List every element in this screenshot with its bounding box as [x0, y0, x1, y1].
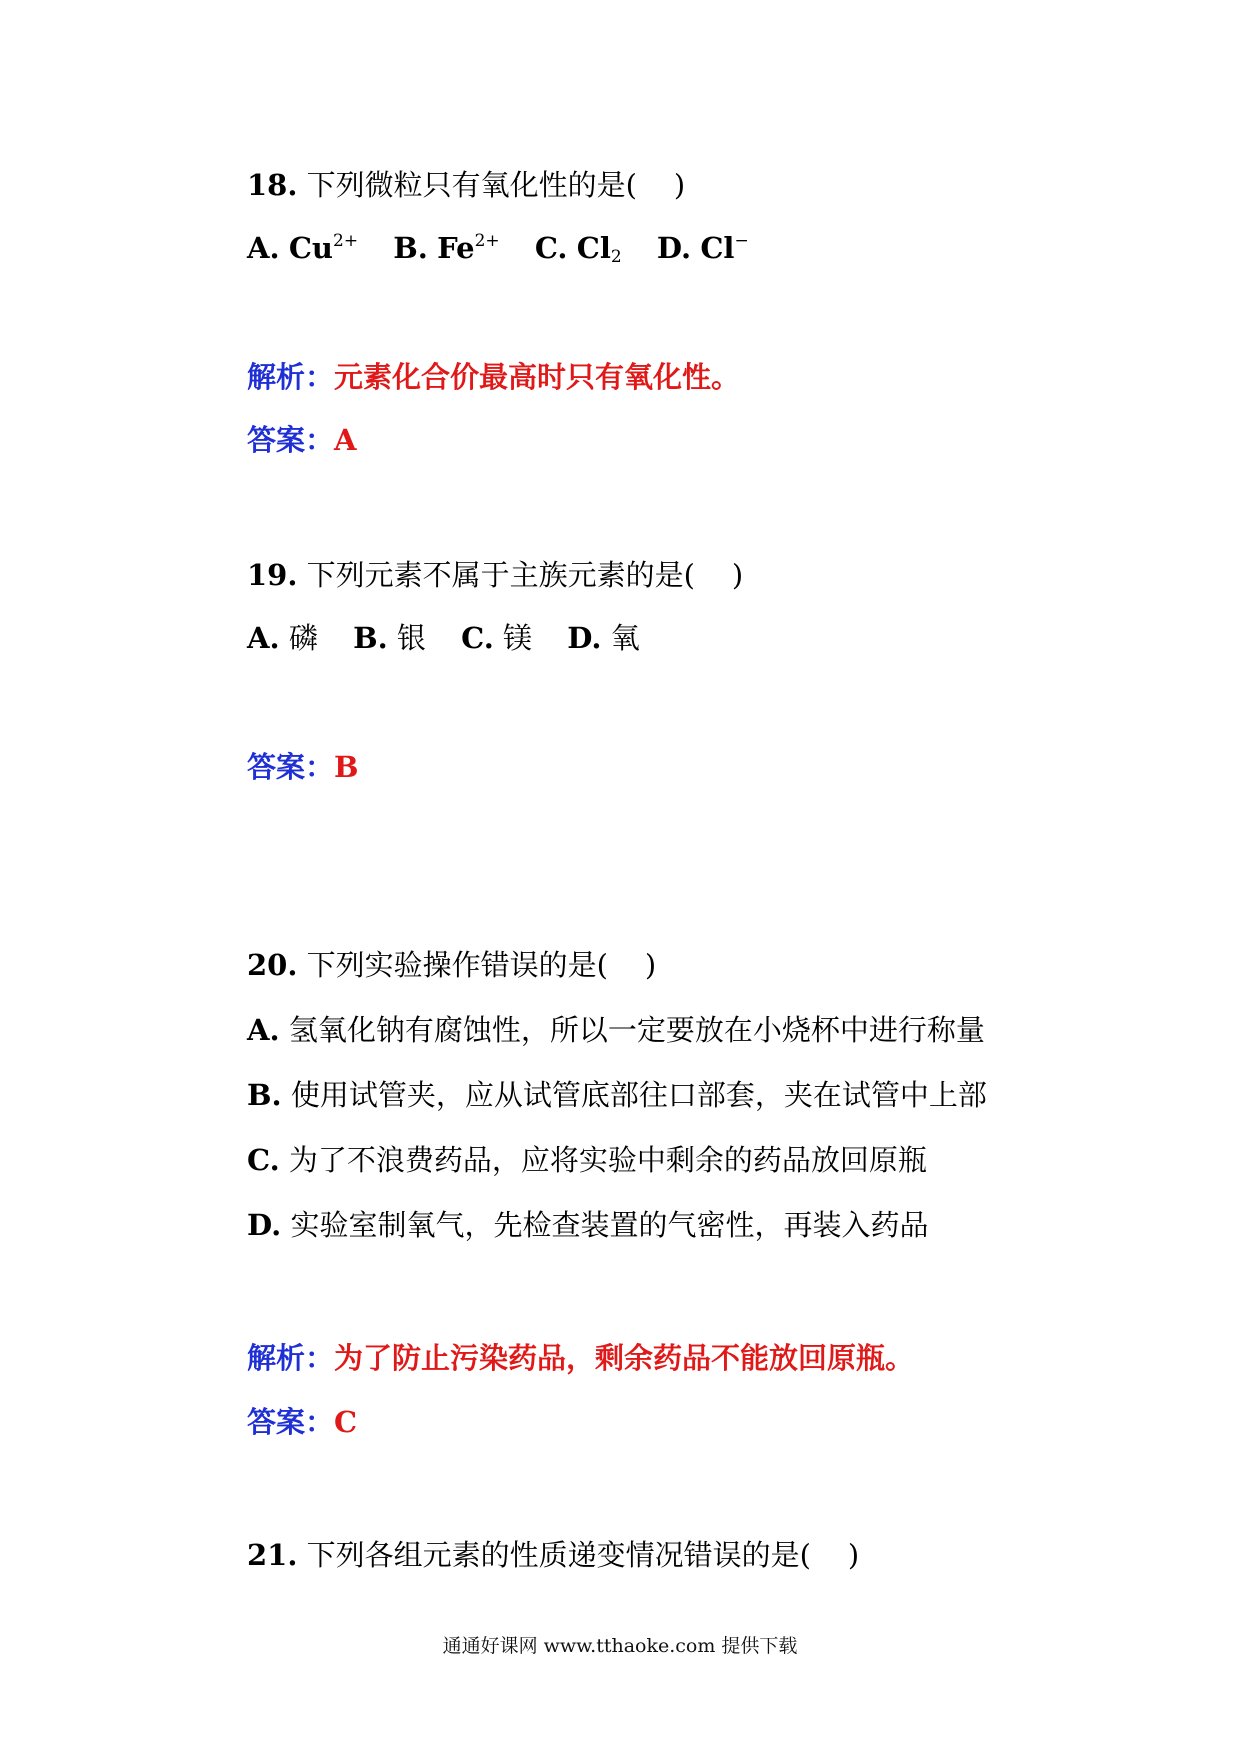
- question-20: [247, 945, 656, 985]
- analysis-text: 元素化合价最高时只有氧化性。: [334, 360, 741, 394]
- question-20-answer: [247, 1402, 357, 1442]
- question-text: 下列元素不属于主族元素的是(: [306, 558, 695, 592]
- question-19: [247, 555, 743, 595]
- analysis-label: 解析：: [247, 360, 335, 394]
- question-18-analysis: [247, 357, 740, 397]
- question-number: 20.: [247, 948, 298, 982]
- question-number: 21.: [247, 1538, 298, 1572]
- question-18-answer: [247, 420, 357, 460]
- question-20-analysis: [247, 1338, 914, 1378]
- option-c: C. $Cl_2$: [534, 231, 622, 267]
- question-text: 下列实验操作错误的是(: [306, 948, 608, 982]
- question-19-options: [247, 618, 666, 658]
- question-19-answer: [247, 747, 359, 787]
- option-d: D. 氧: [567, 621, 640, 655]
- question-18: [247, 165, 685, 205]
- answer-value: B: [334, 750, 359, 784]
- option-d: D. Cl−: [656, 231, 749, 265]
- answer-label: 答案：: [247, 750, 335, 784]
- option-a: A. $Cu^{2+}$: [247, 231, 359, 265]
- option-a: A. 氢氧化钠有腐蚀性，所以一定要放在小烧杯中进行称量: [247, 1013, 985, 1047]
- option-c: C. 镁: [461, 621, 533, 655]
- option-b: B. 使用试管夹，应从试管底部往口部套，夹在试管中上部: [247, 1078, 987, 1112]
- answer-value: A: [334, 423, 357, 457]
- analysis-label: 解析：: [247, 1341, 335, 1375]
- answer-value: C: [334, 1405, 358, 1439]
- answer-blank-close: ): [644, 948, 657, 982]
- answer-label: 答案：: [247, 423, 335, 457]
- option-a: A. 磷: [247, 621, 318, 655]
- question-number: 18.: [247, 168, 298, 202]
- answer-blank-close: ): [731, 558, 744, 592]
- question-text: 下列微粒只有氧化性的是(: [306, 168, 637, 202]
- question-text: 下列各组元素的性质递变情况错误的是(: [306, 1538, 811, 1572]
- option-d: D. 实验室制氧气，先检查装置的气密性，再装入药品: [247, 1208, 929, 1242]
- question-number: 19.: [247, 558, 298, 592]
- answer-blank-close: ): [847, 1538, 860, 1572]
- page-footer: 通通好课网 www.tthaoke.com 提供下载: [442, 1635, 798, 1657]
- option-b: B. 银: [353, 621, 426, 655]
- question-18-options: [247, 228, 775, 268]
- question-21: [247, 1535, 859, 1575]
- option-b: B. $Fe^{2+}$: [393, 231, 500, 265]
- analysis-text: 为了防止污染药品，剩余药品不能放回原瓶。: [334, 1341, 915, 1375]
- option-c: C. 为了不浪费药品，应将实验中剩余的药品放回原瓶: [247, 1143, 927, 1177]
- answer-blank-close: ): [673, 168, 686, 202]
- answer-label: 答案：: [247, 1405, 335, 1439]
